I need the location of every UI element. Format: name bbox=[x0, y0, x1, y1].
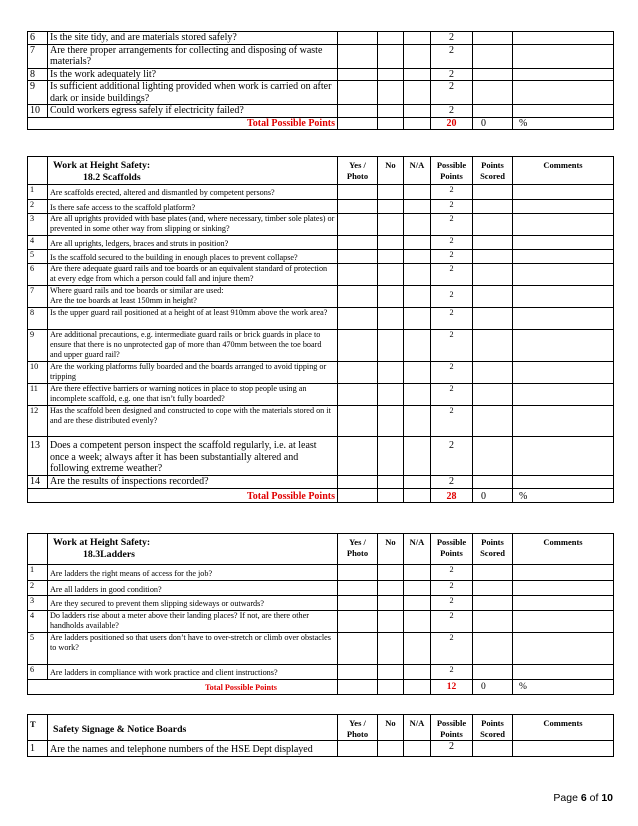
table-row bbox=[28, 250, 614, 264]
table-row bbox=[28, 565, 614, 581]
question-text: Does a competent person inspect the scaffold regularly, i.e. at least once a week; always after it has been substantially altered and following extreme weather? bbox=[48, 437, 338, 476]
no-header: No bbox=[378, 534, 404, 565]
yes-photo-cell[interactable] bbox=[338, 596, 378, 611]
total-scored[interactable]: 0 bbox=[473, 117, 513, 130]
scored-cell[interactable] bbox=[473, 665, 513, 680]
possible-points: 2 bbox=[431, 665, 473, 680]
question-text: Is there safe access to the scaffold platform? bbox=[48, 200, 338, 214]
scored-cell[interactable] bbox=[473, 406, 513, 437]
comments-cell[interactable] bbox=[513, 105, 614, 118]
comments-cell[interactable] bbox=[513, 330, 614, 362]
possible-points: 2 bbox=[431, 633, 473, 665]
question-text: Are ladders in compliance with work practice and client instructions? bbox=[48, 665, 338, 680]
no-cell[interactable] bbox=[378, 185, 404, 200]
scored-cell[interactable] bbox=[473, 236, 513, 250]
table-header bbox=[28, 534, 614, 565]
possible-points: 2 bbox=[431, 384, 473, 406]
row-number: 9 bbox=[28, 81, 48, 105]
no-header: No bbox=[378, 157, 404, 185]
row-number: 12 bbox=[28, 406, 48, 437]
total-label: Total Possible Points bbox=[28, 488, 338, 503]
question-text: Is the site tidy, and are materials stored safely? bbox=[48, 32, 338, 45]
table-row bbox=[28, 286, 614, 308]
scored-cell[interactable] bbox=[473, 581, 513, 596]
question-text: Are additional precautions, e.g. intermediate guard rails or brick guards in place to ensure that there is no unprotected gap of more than 470mm between the toe board and upper guard rail? bbox=[48, 330, 338, 362]
yes-photo-cell[interactable] bbox=[338, 406, 378, 437]
scored-cell[interactable] bbox=[473, 250, 513, 264]
comments-cell[interactable] bbox=[513, 286, 614, 308]
comments-cell[interactable] bbox=[513, 384, 614, 406]
na-cell[interactable] bbox=[404, 250, 431, 264]
row-number: 10 bbox=[28, 362, 48, 384]
scored-cell[interactable] bbox=[473, 200, 513, 214]
possible-points: 2 bbox=[431, 406, 473, 437]
possible-points: 2 bbox=[431, 330, 473, 362]
table-row bbox=[28, 611, 614, 633]
yes-photo-cell[interactable] bbox=[338, 362, 378, 384]
row-number: 9 bbox=[28, 330, 48, 362]
question-text: Are the results of inspections recorded? bbox=[48, 475, 338, 488]
comments-header: Comments bbox=[513, 157, 614, 185]
question-text: Is the upper guard rail positioned at a height of at least 910mm above the work area? bbox=[48, 308, 338, 330]
yes-photo-cell[interactable] bbox=[338, 185, 378, 200]
yes-photo-cell[interactable] bbox=[338, 384, 378, 406]
comments-cell[interactable] bbox=[513, 32, 614, 45]
yes-photo-cell[interactable] bbox=[338, 633, 378, 665]
row-number: 6 bbox=[28, 665, 48, 680]
row-number: 1 bbox=[28, 741, 48, 757]
comments-cell[interactable] bbox=[513, 308, 614, 330]
comments-cell[interactable] bbox=[513, 185, 614, 200]
table-row bbox=[28, 633, 614, 665]
comments-cell[interactable] bbox=[513, 81, 614, 105]
page-footer bbox=[553, 792, 613, 804]
possible-points: 2 bbox=[431, 44, 473, 68]
na-cell[interactable] bbox=[404, 236, 431, 250]
na-cell[interactable] bbox=[404, 286, 431, 308]
comments-cell[interactable] bbox=[513, 264, 614, 286]
na-cell[interactable] bbox=[404, 32, 431, 45]
possible-points: 2 bbox=[431, 475, 473, 488]
page-number: 6 bbox=[580, 792, 587, 804]
yes-photo-cell[interactable] bbox=[338, 105, 378, 118]
comments-cell[interactable] bbox=[513, 437, 614, 476]
of-label: of bbox=[589, 792, 599, 804]
scored-cell[interactable] bbox=[473, 596, 513, 611]
possible-points: 2 bbox=[431, 264, 473, 286]
question-text: Are ladders the right means of access for the job? bbox=[48, 565, 338, 581]
table-row bbox=[28, 264, 614, 286]
yes-photo-cell[interactable] bbox=[338, 68, 378, 81]
scored-cell[interactable] bbox=[473, 384, 513, 406]
total-possible: 12 bbox=[431, 680, 473, 695]
row-number: 6 bbox=[28, 264, 48, 286]
table-row bbox=[28, 406, 614, 437]
section-letter: T bbox=[28, 715, 48, 741]
comments-cell[interactable] bbox=[513, 475, 614, 488]
ladders-table bbox=[27, 533, 614, 695]
no-cell[interactable] bbox=[378, 250, 404, 264]
table-row bbox=[28, 362, 614, 384]
question-text: Do ladders rise about a meter above their landing places? If not, are there other handholds available? bbox=[48, 611, 338, 633]
table-row bbox=[28, 384, 614, 406]
scored-cell[interactable] bbox=[473, 475, 513, 488]
signage-table bbox=[27, 714, 614, 757]
page-total: 10 bbox=[601, 792, 613, 804]
row-number: 2 bbox=[28, 200, 48, 214]
row-number: 14 bbox=[28, 475, 48, 488]
row-number: 8 bbox=[28, 68, 48, 81]
comments-cell[interactable] bbox=[513, 611, 614, 633]
possible-points: 2 bbox=[431, 581, 473, 596]
comments-cell[interactable] bbox=[513, 236, 614, 250]
scored-cell[interactable] bbox=[473, 741, 513, 757]
table-row bbox=[28, 581, 614, 596]
section-title: Safety Signage & Notice Boards bbox=[48, 715, 338, 741]
scored-cell[interactable] bbox=[473, 185, 513, 200]
no-cell[interactable] bbox=[378, 596, 404, 611]
total-row bbox=[28, 117, 614, 130]
possible-points: 2 bbox=[431, 596, 473, 611]
no-cell[interactable] bbox=[378, 565, 404, 581]
no-cell[interactable] bbox=[378, 105, 404, 118]
no-cell[interactable] bbox=[378, 32, 404, 45]
row-number: 4 bbox=[28, 236, 48, 250]
no-cell[interactable] bbox=[378, 665, 404, 680]
row-number: 10 bbox=[28, 105, 48, 118]
total-label: Total Possible Points bbox=[28, 117, 338, 130]
na-cell[interactable] bbox=[404, 384, 431, 406]
na-cell[interactable] bbox=[404, 81, 431, 105]
no-cell[interactable] bbox=[378, 437, 404, 476]
scored-cell[interactable] bbox=[473, 286, 513, 308]
na-cell[interactable] bbox=[404, 362, 431, 384]
na-cell[interactable] bbox=[404, 68, 431, 81]
comments-cell[interactable] bbox=[513, 581, 614, 596]
possible-points: 2 bbox=[431, 362, 473, 384]
total-percent[interactable]: % bbox=[513, 680, 614, 695]
na-cell[interactable] bbox=[404, 665, 431, 680]
question-text: Are all ladders in good condition? bbox=[48, 581, 338, 596]
table-row bbox=[28, 236, 614, 250]
scaffolds-table bbox=[27, 156, 614, 503]
table-row bbox=[28, 105, 614, 118]
total-percent[interactable]: % bbox=[513, 488, 614, 503]
no-cell[interactable] bbox=[378, 581, 404, 596]
possible-points: 2 bbox=[431, 250, 473, 264]
na-cell[interactable] bbox=[404, 437, 431, 476]
no-cell[interactable] bbox=[378, 330, 404, 362]
scored-cell[interactable] bbox=[473, 633, 513, 665]
yes-photo-cell[interactable] bbox=[338, 611, 378, 633]
possible-header: Possible Points bbox=[431, 534, 473, 565]
waste-lighting-table bbox=[27, 31, 614, 130]
scored-cell[interactable] bbox=[473, 611, 513, 633]
yes-photo-cell[interactable] bbox=[338, 475, 378, 488]
total-possible: 28 bbox=[431, 488, 473, 503]
scored-cell[interactable] bbox=[473, 362, 513, 384]
scored-header: Points Scored bbox=[473, 715, 513, 741]
yes-photo-cell[interactable] bbox=[338, 665, 378, 680]
row-number: 13 bbox=[28, 437, 48, 476]
na-cell[interactable] bbox=[404, 214, 431, 236]
question-text: Is the work adequately lit? bbox=[48, 68, 338, 81]
question-text: Are there effective barriers or warning notices in place to stop people using an incomplete scaffold, e.g. one that isn’t fully boarded? bbox=[48, 384, 338, 406]
table-row bbox=[28, 44, 614, 68]
table-row bbox=[28, 741, 614, 757]
row-number: 6 bbox=[28, 32, 48, 45]
yes-photo-cell[interactable] bbox=[338, 81, 378, 105]
row-number: 1 bbox=[28, 185, 48, 200]
table-header bbox=[28, 157, 614, 185]
question-text: Is the scaffold secured to the building in enough places to prevent collapse? bbox=[48, 250, 338, 264]
table-row bbox=[28, 308, 614, 330]
scored-cell[interactable] bbox=[473, 105, 513, 118]
scored-header: Points Scored bbox=[473, 157, 513, 185]
scored-cell[interactable] bbox=[473, 437, 513, 476]
na-cell[interactable] bbox=[404, 406, 431, 437]
question-text: Are there adequate guard rails and toe boards or an equivalent standard of protection at every edge from which a person could fall and injure them? bbox=[48, 264, 338, 286]
section-subtitle: 18.2 Scaffolds bbox=[83, 172, 141, 183]
table-row bbox=[28, 32, 614, 45]
no-cell[interactable] bbox=[378, 384, 404, 406]
na-cell[interactable] bbox=[404, 633, 431, 665]
yes-photo-cell[interactable] bbox=[338, 741, 378, 757]
comments-header: Comments bbox=[513, 534, 614, 565]
table-row bbox=[28, 81, 614, 105]
total-scored[interactable]: 0 bbox=[473, 488, 513, 503]
no-cell[interactable] bbox=[378, 475, 404, 488]
possible-points: 2 bbox=[431, 185, 473, 200]
no-cell[interactable] bbox=[378, 236, 404, 250]
table-row bbox=[28, 437, 614, 476]
no-cell[interactable] bbox=[378, 286, 404, 308]
scored-cell[interactable] bbox=[473, 565, 513, 581]
possible-points: 2 bbox=[431, 32, 473, 45]
na-header: N/A bbox=[404, 715, 431, 741]
table-row bbox=[28, 596, 614, 611]
na-cell[interactable] bbox=[404, 105, 431, 118]
no-cell[interactable] bbox=[378, 633, 404, 665]
no-cell[interactable] bbox=[378, 200, 404, 214]
table-header bbox=[28, 715, 614, 741]
question-text: Has the scaffold been designed and constructed to cope with the materials stored on it and are these distributed evenly? bbox=[48, 406, 338, 437]
na-cell[interactable] bbox=[404, 596, 431, 611]
na-cell[interactable] bbox=[404, 330, 431, 362]
question-text: Are the working platforms fully boarded and the boards arranged to avoid tipping or tripping bbox=[48, 362, 338, 384]
comments-cell[interactable] bbox=[513, 362, 614, 384]
no-cell[interactable] bbox=[378, 81, 404, 105]
question-text: Are ladders positioned so that users don’t have to over-stretch or climb over obstacles to work? bbox=[48, 633, 338, 665]
question-text: Are they secured to prevent them slipping sideways or outwards? bbox=[48, 596, 338, 611]
question-text: Are scaffolds erected, altered and dismantled by competent persons? bbox=[48, 185, 338, 200]
no-cell[interactable] bbox=[378, 406, 404, 437]
possible-header: Possible Points bbox=[431, 715, 473, 741]
comments-cell[interactable] bbox=[513, 214, 614, 236]
question-text: Where guard rails and toe boards or similar are used: Are the toe boards at least 150mm in height? bbox=[48, 286, 338, 308]
table-row bbox=[28, 68, 614, 81]
question-text: Is sufficient additional lighting provided when work is carried on after dark or inside buildings? bbox=[48, 81, 338, 105]
table-row bbox=[28, 665, 614, 680]
possible-points: 2 bbox=[431, 565, 473, 581]
total-percent[interactable]: % bbox=[513, 117, 614, 130]
total-row bbox=[28, 488, 614, 503]
yes-photo-cell[interactable] bbox=[338, 250, 378, 264]
no-cell[interactable] bbox=[378, 741, 404, 757]
na-cell[interactable] bbox=[404, 565, 431, 581]
table-row bbox=[28, 200, 614, 214]
scored-header: Points Scored bbox=[473, 534, 513, 565]
yes-photo-cell[interactable] bbox=[338, 264, 378, 286]
row-number: 8 bbox=[28, 308, 48, 330]
possible-points: 2 bbox=[431, 105, 473, 118]
comments-header: Comments bbox=[513, 715, 614, 741]
possible-points: 2 bbox=[431, 81, 473, 105]
comments-cell[interactable] bbox=[513, 665, 614, 680]
yes-photo-cell[interactable] bbox=[338, 437, 378, 476]
question-text: Are all uprights provided with base plates (and, where necessary, timber sole plates) or prevented in some other way from slipping or sinking? bbox=[48, 214, 338, 236]
yes-photo-cell[interactable] bbox=[338, 44, 378, 68]
possible-points: 2 bbox=[431, 437, 473, 476]
yes-photo-header: Yes / Photo bbox=[338, 534, 378, 565]
comments-cell[interactable] bbox=[513, 633, 614, 665]
yes-photo-cell[interactable] bbox=[338, 200, 378, 214]
table-row bbox=[28, 185, 614, 200]
possible-points: 2 bbox=[431, 308, 473, 330]
no-cell[interactable] bbox=[378, 264, 404, 286]
row-number: 5 bbox=[28, 633, 48, 665]
section-title: Work at Height Safety: 18.2 Scaffolds bbox=[48, 157, 338, 185]
possible-points: 2 bbox=[431, 200, 473, 214]
question-text: Could workers egress safely if electricity failed? bbox=[48, 105, 338, 118]
page-label: Page bbox=[553, 792, 578, 804]
no-cell[interactable] bbox=[378, 68, 404, 81]
total-row bbox=[28, 680, 614, 695]
possible-header: Possible Points bbox=[431, 157, 473, 185]
comments-cell[interactable] bbox=[513, 200, 614, 214]
row-number: 5 bbox=[28, 250, 48, 264]
row-number: 3 bbox=[28, 214, 48, 236]
scored-cell[interactable] bbox=[473, 308, 513, 330]
possible-points: 2 bbox=[431, 611, 473, 633]
total-scored[interactable]: 0 bbox=[473, 680, 513, 695]
na-header: N/A bbox=[404, 534, 431, 565]
na-cell[interactable] bbox=[404, 44, 431, 68]
question-text: Are there proper arrangements for collecting and disposing of waste materials? bbox=[48, 44, 338, 68]
comments-cell[interactable] bbox=[513, 44, 614, 68]
scored-cell[interactable] bbox=[473, 264, 513, 286]
na-cell[interactable] bbox=[404, 308, 431, 330]
scored-cell[interactable] bbox=[473, 330, 513, 362]
question-text: Are the names and telephone numbers of the HSE Dept displayed bbox=[48, 741, 338, 757]
yes-photo-cell[interactable] bbox=[338, 581, 378, 596]
yes-photo-cell[interactable] bbox=[338, 565, 378, 581]
yes-photo-cell[interactable] bbox=[338, 308, 378, 330]
na-cell[interactable] bbox=[404, 475, 431, 488]
total-label: Total Possible Points bbox=[28, 680, 338, 695]
comments-cell[interactable] bbox=[513, 250, 614, 264]
no-cell[interactable] bbox=[378, 44, 404, 68]
no-cell[interactable] bbox=[378, 362, 404, 384]
yes-photo-header: Yes / Photo bbox=[338, 157, 378, 185]
yes-photo-header: Yes / Photo bbox=[338, 715, 378, 741]
yes-photo-cell[interactable] bbox=[338, 214, 378, 236]
question-text: Are all uprights, ledgers, braces and struts in position? bbox=[48, 236, 338, 250]
na-cell[interactable] bbox=[404, 200, 431, 214]
no-header: No bbox=[378, 715, 404, 741]
scored-cell[interactable] bbox=[473, 81, 513, 105]
na-cell[interactable] bbox=[404, 611, 431, 633]
no-cell[interactable] bbox=[378, 611, 404, 633]
comments-cell[interactable] bbox=[513, 596, 614, 611]
no-cell[interactable] bbox=[378, 308, 404, 330]
possible-points: 2 bbox=[431, 68, 473, 81]
comments-cell[interactable] bbox=[513, 741, 614, 757]
question-text-line2: Are the toe boards at least 150mm in height? bbox=[50, 296, 197, 305]
row-number: 11 bbox=[28, 384, 48, 406]
possible-points: 2 bbox=[431, 286, 473, 308]
scored-cell[interactable] bbox=[473, 214, 513, 236]
yes-photo-cell[interactable] bbox=[338, 32, 378, 45]
na-cell[interactable] bbox=[404, 264, 431, 286]
table-row bbox=[28, 330, 614, 362]
scored-cell[interactable] bbox=[473, 44, 513, 68]
table-row bbox=[28, 214, 614, 236]
no-cell[interactable] bbox=[378, 214, 404, 236]
possible-points: 2 bbox=[431, 214, 473, 236]
na-cell[interactable] bbox=[404, 741, 431, 757]
section-subtitle: 18.3Ladders bbox=[83, 549, 135, 560]
scored-cell[interactable] bbox=[473, 68, 513, 81]
comments-cell[interactable] bbox=[513, 406, 614, 437]
yes-photo-cell[interactable] bbox=[338, 236, 378, 250]
row-number: 1 bbox=[28, 565, 48, 581]
row-number: 4 bbox=[28, 611, 48, 633]
na-cell[interactable] bbox=[404, 581, 431, 596]
comments-cell[interactable] bbox=[513, 68, 614, 81]
row-number: 7 bbox=[28, 44, 48, 68]
comments-cell[interactable] bbox=[513, 565, 614, 581]
table-row bbox=[28, 475, 614, 488]
row-number: 3 bbox=[28, 596, 48, 611]
na-cell[interactable] bbox=[404, 185, 431, 200]
row-number: 2 bbox=[28, 581, 48, 596]
possible-points: 2 bbox=[431, 236, 473, 250]
na-header: N/A bbox=[404, 157, 431, 185]
scored-cell[interactable] bbox=[473, 32, 513, 45]
yes-photo-cell[interactable] bbox=[338, 286, 378, 308]
yes-photo-cell[interactable] bbox=[338, 330, 378, 362]
section-title: Work at Height Safety: 18.3Ladders bbox=[48, 534, 338, 565]
row-number: 7 bbox=[28, 286, 48, 308]
possible-points: 2 bbox=[431, 741, 473, 757]
total-possible: 20 bbox=[431, 117, 473, 130]
